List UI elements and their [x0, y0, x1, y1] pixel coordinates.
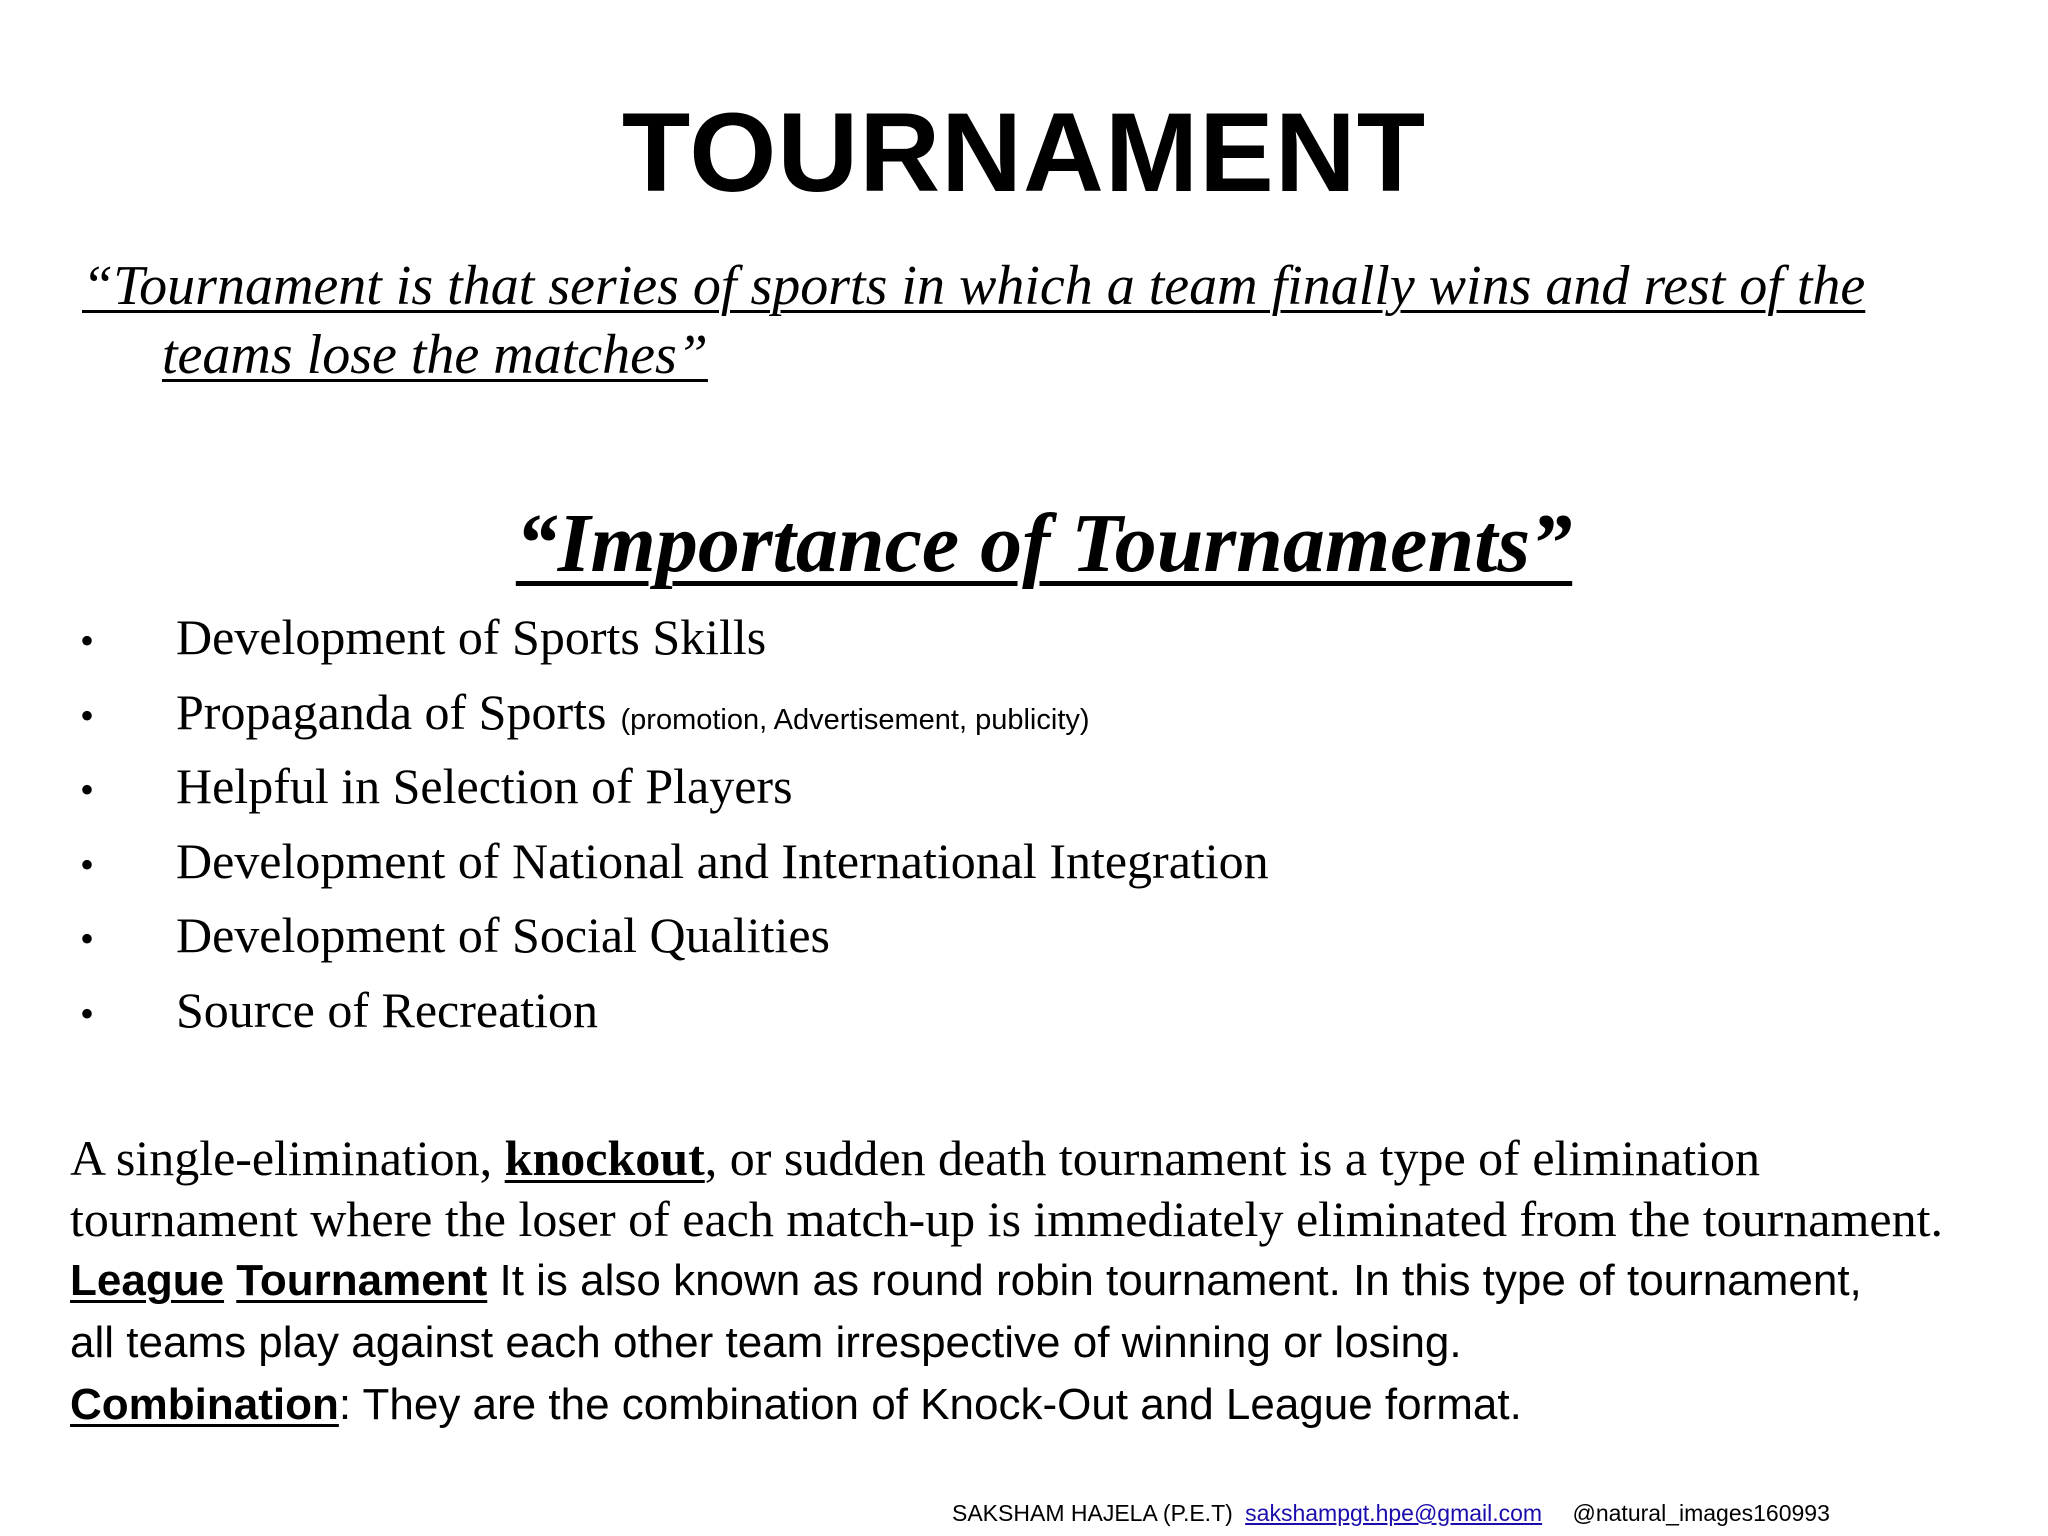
definition-quote [82, 252, 1982, 390]
list-item-text: Source of Recreation [176, 981, 599, 1038]
list-item [80, 749, 1269, 824]
knockout-term: knockout [504, 1130, 705, 1186]
list-item-text: Development of Social Qualities [176, 907, 831, 963]
league-paragraph [70, 1250, 2030, 1374]
bullet-icon: • [80, 990, 95, 1036]
definition-line-2: teams lose the matches” [162, 324, 708, 386]
knockout-paragraph [70, 1128, 2030, 1250]
list-item [80, 675, 1269, 750]
league-text-line-2: all teams play against each other team irrespective of winning or losing. [70, 1318, 1462, 1367]
combination-text: : They are the combination of Knock-Out and League format. [338, 1380, 1522, 1429]
tournament-types [70, 1128, 2030, 1436]
list-item-note: (promotion, Advertisement, publicity) [620, 703, 1090, 736]
bullet-icon: • [80, 841, 95, 887]
list-item [80, 973, 1269, 1048]
list-item [80, 898, 1269, 973]
bullet-icon: • [80, 618, 95, 663]
knockout-intro: A single-elimination, [70, 1130, 505, 1186]
list-item [80, 600, 1269, 675]
list-item-text: Propaganda of Sports [176, 683, 607, 740]
importance-heading-text: “Importance of Tournaments” [515, 497, 1573, 590]
importance-list [80, 600, 1269, 1047]
league-text: It is also known as round robin tournament. In this type of tournament, [487, 1256, 1862, 1305]
list-item-text: Helpful in Selection of Players [176, 758, 793, 814]
knockout-text: , or sudden death tournament is a type of elimination [704, 1130, 1761, 1186]
email-link[interactable]: sakshampgt.hpe@gmail.com [1245, 1500, 1543, 1526]
definition-line-1: “Tournament is that series of sports in which a team finally wins and rest of the [82, 255, 1866, 317]
combination-term: Combination [70, 1380, 339, 1429]
bullet-icon: • [80, 916, 95, 961]
combination-paragraph [70, 1374, 2030, 1436]
list-item [80, 824, 1269, 899]
bullet-icon: • [80, 692, 95, 738]
author-name: SAKSHAM HAJELA (P.E.T) [952, 1500, 1233, 1526]
social-handle: @natural_images160993 [1572, 1500, 1830, 1526]
footer-credit [952, 1498, 1830, 1528]
league-term: League [70, 1256, 225, 1305]
list-item-text: Development of Sports Skills [176, 609, 767, 665]
list-item-text: Development of National and International Integration [176, 832, 1269, 889]
slide-title: TOURNAMENT [621, 90, 1427, 215]
importance-heading [0, 494, 2048, 594]
tournament-term: Tournament [236, 1256, 488, 1305]
bullet-icon: • [80, 767, 95, 812]
knockout-text-line-2: tournament where the loser of each match-up is immediately eliminated from the tournament. [70, 1191, 1943, 1247]
